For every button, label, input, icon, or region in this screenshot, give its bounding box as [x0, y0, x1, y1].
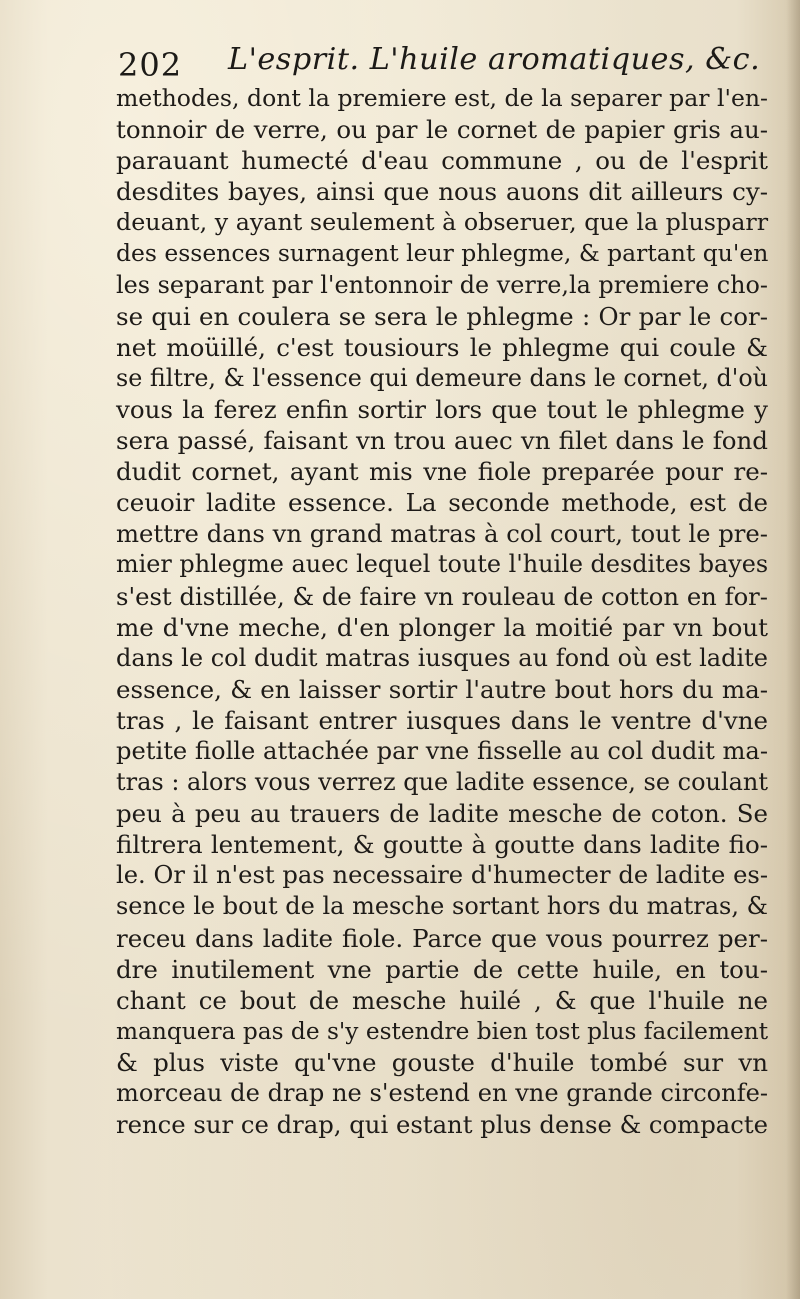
page-header [118, 38, 761, 88]
text-line: chant ce bout de mesche huilé , & que l'huile ne [116, 985, 768, 1015]
text-line: deuant, y ayant seulement à obseruer, que la plusparr [116, 208, 769, 237]
text-line: le. Or il n'est pas necessaire d'humecter de ladite es- [116, 861, 768, 890]
text-line: mettre dans vn grand matras à col court, tout le pre- [116, 519, 768, 549]
text-line: ceuoir ladite essence. La seconde methode, est de [116, 488, 768, 518]
text-line: parauant humecté d'eau commune , ou de l'esprit [116, 146, 768, 176]
text-line: peu à peu au trauers de ladite mesche de coton. Se [116, 799, 768, 829]
text-line: mier phlegme auec lequel toute l'huile desdites bayes [116, 550, 769, 579]
text-line: se filtre, & l'essence qui demeure dans le cornet, d'où [116, 363, 768, 392]
running-title: L'esprit. L'huile aromatiques, &c. [228, 42, 761, 77]
text-line: & plus viste qu'vne gouste d'huile tombé sur vn [116, 1047, 768, 1077]
text-line: desdites bayes, ainsi que nous auons dit ailleurs cy- [116, 177, 768, 207]
text-line: morceau de drap ne s'estend en vne grande circonfe- [116, 1079, 768, 1107]
text-line: s'est distillée, & de faire vn rouleau de cotton en for- [116, 581, 768, 611]
text-line: dans le col dudit matras iusques au fond où est ladite [116, 643, 768, 672]
text-line: vous la ferez enfin sortir lors que tout le phlegme y [116, 394, 768, 424]
text-line: se qui en coulera se sera le phlegme : Or par le cor- [116, 301, 768, 331]
text-line: tonnoir de verre, ou par le cornet de papier gris au- [116, 115, 768, 145]
body-text [116, 83, 768, 1140]
page-number: 202 [118, 46, 183, 84]
text-line: petite fiolle attachée par vne fisselle au col dudit ma- [116, 736, 768, 765]
text-line: sera passé, faisant vn trou auec vn filet dans le fond [116, 426, 768, 456]
text-line: filtrera lentement, & goutte à goutte dans ladite fio- [116, 830, 768, 860]
text-line: manquera pas de s'y estendre bien tost plus facilement [116, 1017, 769, 1045]
text-line: methodes, dont la premiere est, de la separer par l'en- [116, 84, 768, 112]
text-line: rence sur ce drap, qui estant plus dense & compacte [116, 1110, 768, 1140]
page-edge-shadow [786, 0, 800, 1299]
text-line: sence le bout de la mesche sortant hors du matras, & [116, 892, 768, 921]
text-line: net moüillé, c'est tousiours le phlegme qui coule & [116, 332, 768, 362]
text-line: tras : alors vous verrez que ladite essence, se coulant [116, 768, 768, 797]
text-line: essence, & en laisser sortir l'autre bout hors du ma- [116, 674, 768, 704]
text-line: des essences surnagent leur phlegme, & partant qu'en [116, 239, 769, 268]
text-line: me d'vne meche, d'en plonger la moitié par vn bout [116, 612, 768, 642]
text-line: tras , le faisant entrer iusques dans le ventre d'vne [116, 705, 768, 735]
text-line: dre inutilement vne partie de cette huile, en tou- [116, 954, 768, 984]
text-line: les separant par l'entonnoir de verre,la premiere cho- [116, 270, 768, 299]
text-line: dudit cornet, ayant mis vne fiole preparée pour re- [116, 457, 768, 487]
text-line: receu dans ladite fiole. Parce que vous pourrez per- [116, 923, 768, 953]
